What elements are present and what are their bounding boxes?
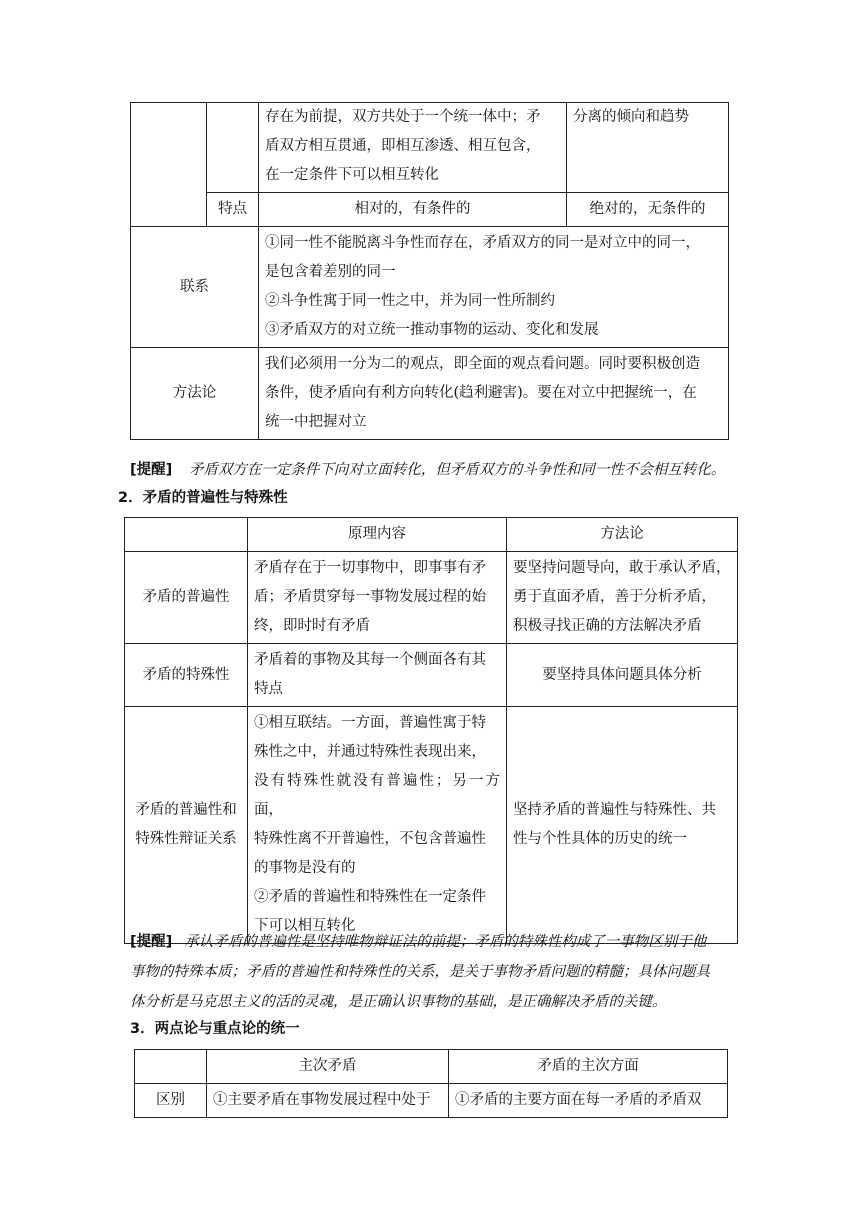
- tip-text: 承认矛盾的普遍性是坚持唯物辩证法的前提；矛盾的特殊性构成了一事物区别于他: [184, 934, 707, 950]
- table-header-row: [135, 1050, 728, 1084]
- table-identity-struggle: [130, 102, 729, 440]
- row-label: 区别: [135, 1084, 207, 1118]
- text-line: 矛盾着的事物及其每一个侧面各有其: [254, 652, 486, 668]
- empty-cell: [135, 1050, 207, 1084]
- column-header: 主次矛盾: [207, 1050, 449, 1084]
- text-line: ③矛盾双方的对立统一推动事物的运动、变化和发展: [265, 322, 599, 338]
- cell: ①矛盾的主要方面在每一矛盾的矛盾双: [449, 1084, 728, 1118]
- column-header: 矛盾的主次方面: [449, 1050, 728, 1084]
- tip-tag: [提醒]: [130, 934, 173, 950]
- struggle-conditions-cell: 分离的倾向和趋势: [567, 103, 729, 193]
- text-line: 盾；矛盾贯穿每一事物发展过程的始: [254, 589, 486, 605]
- table-row: [131, 348, 729, 440]
- text-line: ①相互联结。一方面，普遍性寓于特: [254, 715, 486, 731]
- tip-text: 体分析是马克思主义的活的灵魂，是正确认识事物的基础，是正确解决矛盾的关键。: [130, 994, 667, 1010]
- text-line: 特殊性离不开普遍性，不包含普遍性: [254, 831, 486, 847]
- text-line: 矛盾存在于一切事物中，即事事有矛: [254, 560, 486, 576]
- text-line: 矛盾的普遍性和: [135, 802, 237, 818]
- empty-cell: [131, 103, 207, 227]
- text-line: 的事物是没有的: [254, 860, 356, 876]
- identity-conditions-cell: [259, 103, 567, 193]
- text-line: 没有特殊性就没有普遍性；另一方面，: [254, 773, 500, 818]
- text-line: 我们必须用一分为二的观点，即全面的观点看问题。同时要积极创造: [265, 356, 700, 372]
- row-label: 矛盾的特殊性: [125, 644, 248, 707]
- cell: ①主要矛盾在事物发展过程中处于: [207, 1084, 449, 1118]
- row-label: [125, 707, 248, 944]
- identity-feature: 相对的，有条件的: [259, 193, 567, 227]
- method-cell: [507, 707, 738, 944]
- table-row: [131, 103, 729, 193]
- tip-note: [130, 927, 740, 1017]
- column-header: 原理内容: [248, 518, 507, 552]
- method-content: [259, 348, 729, 440]
- feature-label: 特点: [207, 193, 259, 227]
- text-line: 积极寻找正确的方法解决矛盾: [513, 618, 702, 634]
- row-label: 矛盾的普遍性: [125, 552, 248, 644]
- text-line: 特点: [254, 681, 283, 697]
- table-row: [135, 1084, 728, 1118]
- table-row: [131, 193, 729, 227]
- table-row: [125, 552, 738, 644]
- principle-cell: [248, 644, 507, 707]
- text-line: ①同一性不能脱离斗争性而存在，矛盾双方的同一是对立中的同一，: [265, 235, 700, 251]
- text-line: 要坚持问题导向，敢于承认矛盾，: [513, 560, 731, 576]
- tip-text: 事物的特殊本质；矛盾的普遍性和特殊性的关系，是关于事物矛盾问题的精髓；具体问题具: [130, 964, 710, 980]
- column-header: 方法论: [507, 518, 738, 552]
- method-cell: 要坚持具体问题具体分析: [507, 644, 738, 707]
- table-row: [125, 644, 738, 707]
- text-line: 条件，使矛盾向有利方向转化(趋利避害)。要在对立中把握统一，在: [265, 385, 697, 401]
- principle-cell: [248, 707, 507, 944]
- principle-cell: [248, 552, 507, 644]
- text-line: ②矛盾的普遍性和特殊性在一定条件: [254, 889, 486, 905]
- method-label: 方法论: [131, 348, 259, 440]
- table-universality-particularity: [124, 517, 738, 944]
- tip-text: 矛盾双方在一定条件下向对立面转化，但矛盾双方的斗争性和同一性不会相互转化。: [188, 462, 726, 478]
- text-line: [130, 927, 740, 957]
- tip-note: [130, 455, 740, 485]
- empty-cell: [125, 518, 248, 552]
- table-row: [125, 707, 738, 944]
- text-line: 盾双方相互贯通，即相互渗透、相互包含，: [265, 138, 541, 154]
- text-line: 殊性之中，并通过特殊性表现出来，: [254, 744, 486, 760]
- text-line: 特殊性辩证关系: [135, 831, 237, 847]
- link-content: [259, 227, 729, 348]
- text-line: 终，即时时有矛盾: [254, 618, 370, 634]
- text-line: 统一中把握对立: [265, 414, 367, 430]
- section-heading: 2．矛盾的普遍性与特殊性: [118, 490, 288, 506]
- link-label: 联系: [131, 227, 259, 348]
- method-cell: [507, 552, 738, 644]
- table-header-row: [125, 518, 738, 552]
- text-line: 存在为前提，双方共处于一个统一体中；矛: [265, 109, 541, 125]
- text-line: 性与个性具体的历史的统一: [513, 831, 687, 847]
- text-line: 下可以相互转化: [254, 918, 356, 934]
- text-line: 在一定条件下可以相互转化: [265, 167, 439, 183]
- struggle-feature: 绝对的，无条件的: [567, 193, 729, 227]
- text-line: 是包含着差别的同一: [265, 264, 396, 280]
- tip-tag: [提醒]: [130, 462, 173, 478]
- text-line: ②斗争性寓于同一性之中，并为同一性所制约: [265, 293, 555, 309]
- empty-cell: [207, 103, 259, 193]
- table-two-points-focus: [134, 1049, 728, 1118]
- text-line: 勇于直面矛盾，善于分析矛盾，: [513, 589, 716, 605]
- table-row: [131, 227, 729, 348]
- section-heading: 3．两点论与重点论的统一: [130, 1021, 300, 1037]
- text-line: 坚持矛盾的普遍性与特殊性、共: [513, 802, 716, 818]
